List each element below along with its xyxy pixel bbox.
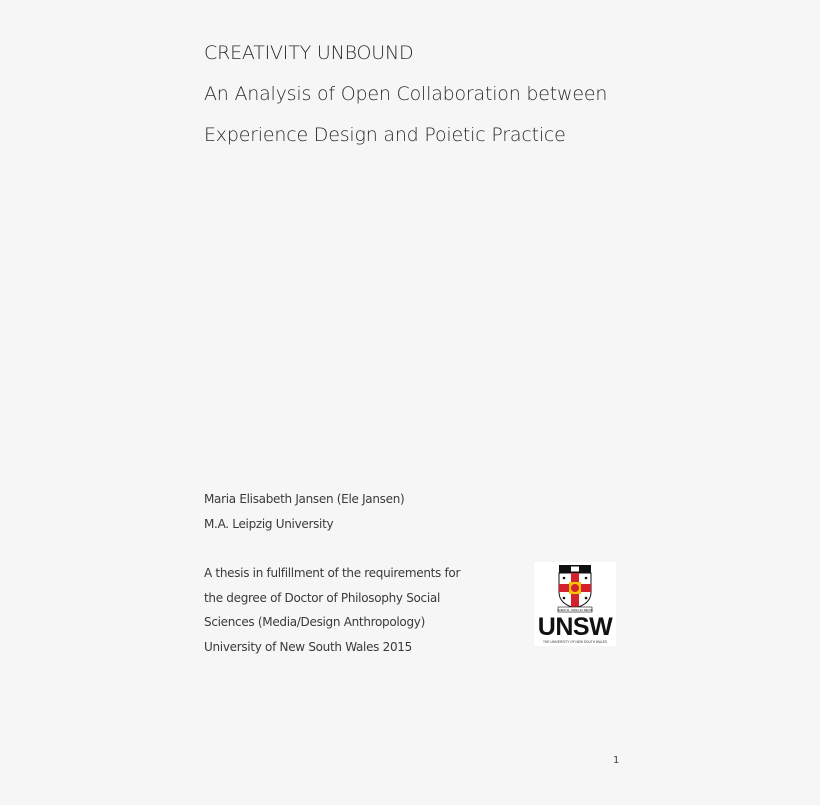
thesis-statement-line: A thesis in fulfillment of the requirements for — [204, 566, 461, 580]
thesis-subtitle-line-2: Experience Design and Poietic Practice — [204, 124, 566, 146]
unsw-tagline: THE UNIVERSITY OF NEW SOUTH WALES — [543, 640, 607, 644]
thesis-statement-line: Sciences (Media/Design Anthropology) — [204, 615, 425, 629]
unsw-logo — [534, 562, 616, 646]
crest-motto: SCIENTIA · MANU ET MENTE — [557, 608, 593, 612]
unsw-crest-icon — [534, 562, 616, 614]
thesis-statement — [204, 561, 460, 659]
thesis-title: CREATIVITY UNBOUND — [204, 42, 414, 64]
unsw-wordmark: UNSW — [537, 613, 613, 641]
title-block — [204, 33, 607, 156]
page-number: 1 — [613, 755, 620, 766]
thesis-statement-line: the degree of Doctor of Philosophy Social — [204, 590, 440, 605]
thesis-subtitle-line-1: An Analysis of Open Collaboration between — [204, 83, 608, 105]
author-degree: M.A. Leipzig University — [204, 516, 334, 531]
thesis-statement-line: University of New South Wales 2015 — [204, 639, 412, 654]
author-block — [204, 487, 404, 536]
author-name: Maria Elisabeth Jansen (Ele Jansen) — [204, 492, 405, 506]
